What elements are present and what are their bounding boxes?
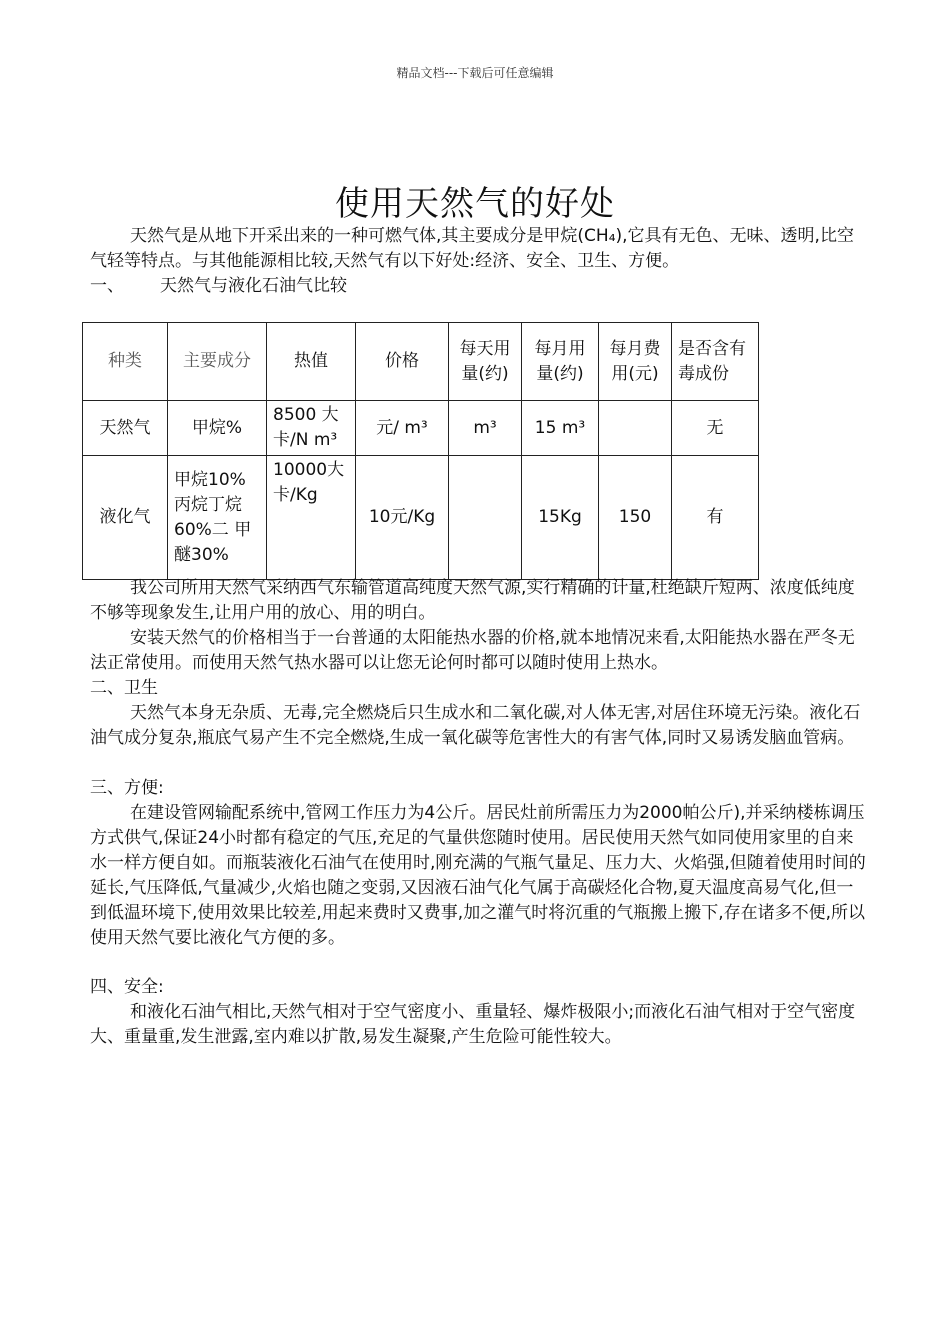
- cell-component: 甲烷10%丙烷丁烷60%二 甲 醚30%: [168, 456, 267, 580]
- intro-paragraph: 天然气是从地下开采出来的一种可燃气体,其主要成分是甲烷(CH₄),它具有无色、无味、透明,比空气轻等特点。与其他能源相比较,天然气有以下好处:经济、安全、卫生、方便。: [90, 226, 854, 271]
- section-1-heading: [90, 274, 347, 299]
- header-cell: 每天用量(约): [449, 323, 522, 401]
- cell-heat: 8500 大卡/N m³: [267, 401, 356, 456]
- header-cell: 种类: [83, 323, 168, 401]
- cell-component: 甲烷%: [168, 401, 267, 456]
- cell-type: 液化气: [83, 456, 168, 580]
- section-1-title: 天然气与液化石油气比较: [160, 276, 347, 296]
- paragraph-gas-source: 我公司所用天然气采纳西气东输管道高纯度天然气源,实行精确的计量,杜绝缺斤短两、浓度低纯度不够等现象发生,让用户用的放心、用的明白。: [90, 578, 855, 623]
- cell-monthly: 15Kg: [522, 456, 599, 580]
- cell-cost: [599, 401, 672, 456]
- paragraph-installation: 安装天然气的价格相当于一台普通的太阳能热水器的价格,就本地情况来看,太阳能热水器在严冬无法正常使用。而使用天然气热水器可以让您无论何时都可以随时使用上热水。: [90, 628, 855, 673]
- cell-price: 10元/Kg: [356, 456, 449, 580]
- cell-monthly: 15 m³: [522, 401, 599, 456]
- header-cell: 热值: [267, 323, 356, 401]
- section-3-heading: 三、方便:: [90, 778, 164, 798]
- section-2-heading: 二、卫生: [90, 678, 158, 698]
- cell-heat: 10000大卡/Kg: [267, 456, 356, 580]
- table-row: [83, 401, 759, 456]
- section-1-number: 一、: [90, 276, 124, 296]
- cell-toxic: 有: [672, 456, 759, 580]
- header-cell: 主要成分: [168, 323, 267, 401]
- table-header-row: [83, 323, 759, 401]
- header-cell: 价格: [356, 323, 449, 401]
- cell-price: 元/ m³: [356, 401, 449, 456]
- cell-daily: m³: [449, 401, 522, 456]
- cell-cost: 150: [599, 456, 672, 580]
- table-row: [83, 456, 759, 580]
- header-cell: 每月费用(元): [599, 323, 672, 401]
- comparison-table: [82, 322, 759, 580]
- header-cell: 每月用量(约): [522, 323, 599, 401]
- cell-type: 天然气: [83, 401, 168, 456]
- page-header: 精品文档---下载后可任意编辑: [396, 66, 554, 80]
- paragraph-safety: 和液化石油气相比,天然气相对于空气密度小、重量轻、爆炸极限小;而液化石油气相对于空气密度大、重量重,发生泄露,室内难以扩散,易发生凝聚,产生危险可能性较大。: [90, 1002, 856, 1047]
- cell-toxic: 无: [672, 401, 759, 456]
- cell-daily: [449, 456, 522, 580]
- paragraph-convenience: 在建设管网输配系统中,管网工作压力为4公斤。居民灶前所需压力为2000帕公斤),并采纳楼栋调压方式供气,保证24小时都有稳定的气压,充足的气量供您随时使用。居民使用天然气如同使用家里的自来水一样方便自如。而瓶装液化石油气在使用时,刚充满的气瓶气量足、压力大、火焰强,但随着使用时间的延长,气压降低,气量减少,火焰也随之变弱,又因液石油气化气属于高碳烃化合物,夏天温度高易气化,但一到低温环境下,使用效果比较差,用起来费时又费事,加之灌气时将沉重的气瓶搬上搬下,存在诸多不便,所以使用天然气要比液化气方便的多。: [90, 803, 866, 948]
- paragraph-hygiene: 天然气本身无杂质、无毒,完全燃烧后只生成水和二氧化碳,对人体无害,对居住环境无污染。液化石油气成分复杂,瓶底气易产生不完全燃烧,生成一氧化碳等危害性大的有害气体,同时又易诱发脑血管病。: [90, 703, 861, 748]
- header-cell: 是否含有毒成份: [672, 323, 759, 401]
- page-title: 使用天然气的好处: [335, 184, 615, 224]
- section-4-heading: 四、安全:: [90, 977, 164, 997]
